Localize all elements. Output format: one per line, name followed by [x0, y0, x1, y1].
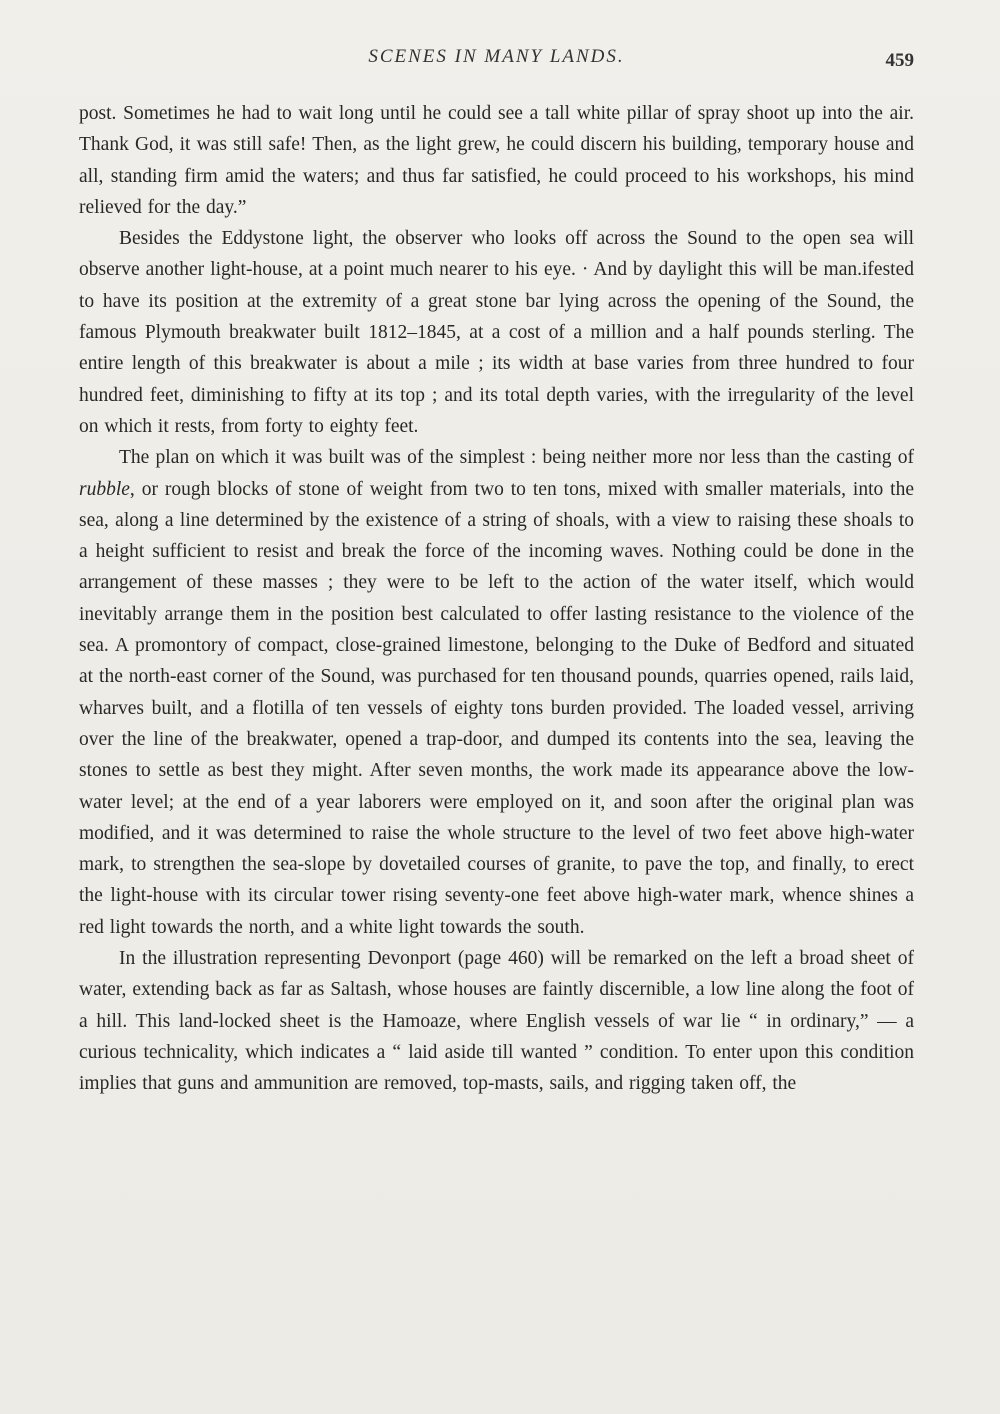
paragraph-1: post. Sometimes he had to wait long until he could see a tall white pillar of spray shoot up into the air. Thank God, it was still safe! Then, as the light grew, he could discern his building, temporary house and all, standing firm amid the waters; and thus far satisfied, he could proceed to his workshops, his mind relieved for the day.” — [79, 103, 914, 218]
running-head — [79, 46, 914, 78]
page-number: 459 — [885, 50, 914, 71]
paragraph-2: Besides the Eddystone light, the observer who looks off across the Sound to the open sea will observe another light-house, at a point much nearer to his eye. · And by daylight this will be man.ifested to have its position at the extremity of a great stone bar lying across the opening of the Sound, the famous Plymouth breakwater built 1812–1845, at a cost of a million and a half pounds sterling. The entire length of this breakwater is about a mile ; its width at base varies from three hundred to four hundred feet, diminishing to fifty at its top ; and its total depth varies, with the irregularity of the level on which it rests, from forty to eighty feet. — [79, 228, 914, 437]
paragraph-4: In the illustration representing Devonport (page 460) will be remarked on the left a broad sheet of water, extending back as far as Saltash, whose houses are faintly discernible, a low line along the foot of a hill. This land-locked sheet is the Hamoaze, where English vessels of war lie “ in ordinary,” — a curious technicality, which indicates a “ laid aside till wanted ” condition. To enter upon this condition implies that guns and ammunition are removed, top-masts, sails, and rigging taken off, the — [79, 948, 914, 1095]
running-title: SCENES IN MANY LANDS. — [368, 46, 625, 67]
paragraph-3-italic-term: rubble — [79, 478, 130, 500]
body-text — [79, 98, 914, 1100]
paragraph-3 — [79, 442, 914, 943]
paragraph-3-text-before: The plan on which it was built was of the simplest : being neither more nor less than the casting of — [119, 447, 914, 469]
paragraph-3-text-after: , or rough blocks of stone of weight from two to ten tons, mixed with smaller materials, into the sea, along a line determined by the existence of a string of shoals, with a view to raising these shoals to a height sufficient to resist and break the force of the incoming waves. Nothing could be done in the arrangement of these masses ; they were to be left to the action of the water itself, which would inevitably arrange them in the position best calculated to offer lasting resistance to the violence of the sea. A promontory of compact, close-grained limestone, belonging to the Duke of Bedford and situated at the north-east corner of the Sound, was purchased for ten thousand pounds, quarries opened, rails laid, wharves built, and a flotilla of ten vessels of eighty tons burden provided. The loaded vessel, arriving over the line of the breakwater, opened a trap-door, and dumped its contents into the sea, leaving the stones to settle as best they might. After seven months, the work made its appearance above the low-water level; at the end of a year laborers were employed on it, and soon after the original plan was modified, and it was determined to raise the whole structure to the level of two feet above high-water mark, to strengthen the sea-slope by dovetailed courses of granite, to pave the top, and finally, to erect the light-house with its circular tower rising seventy-one feet above high-water mark, whence shines a red light towards the north, and a white light towards the south. — [79, 478, 914, 938]
